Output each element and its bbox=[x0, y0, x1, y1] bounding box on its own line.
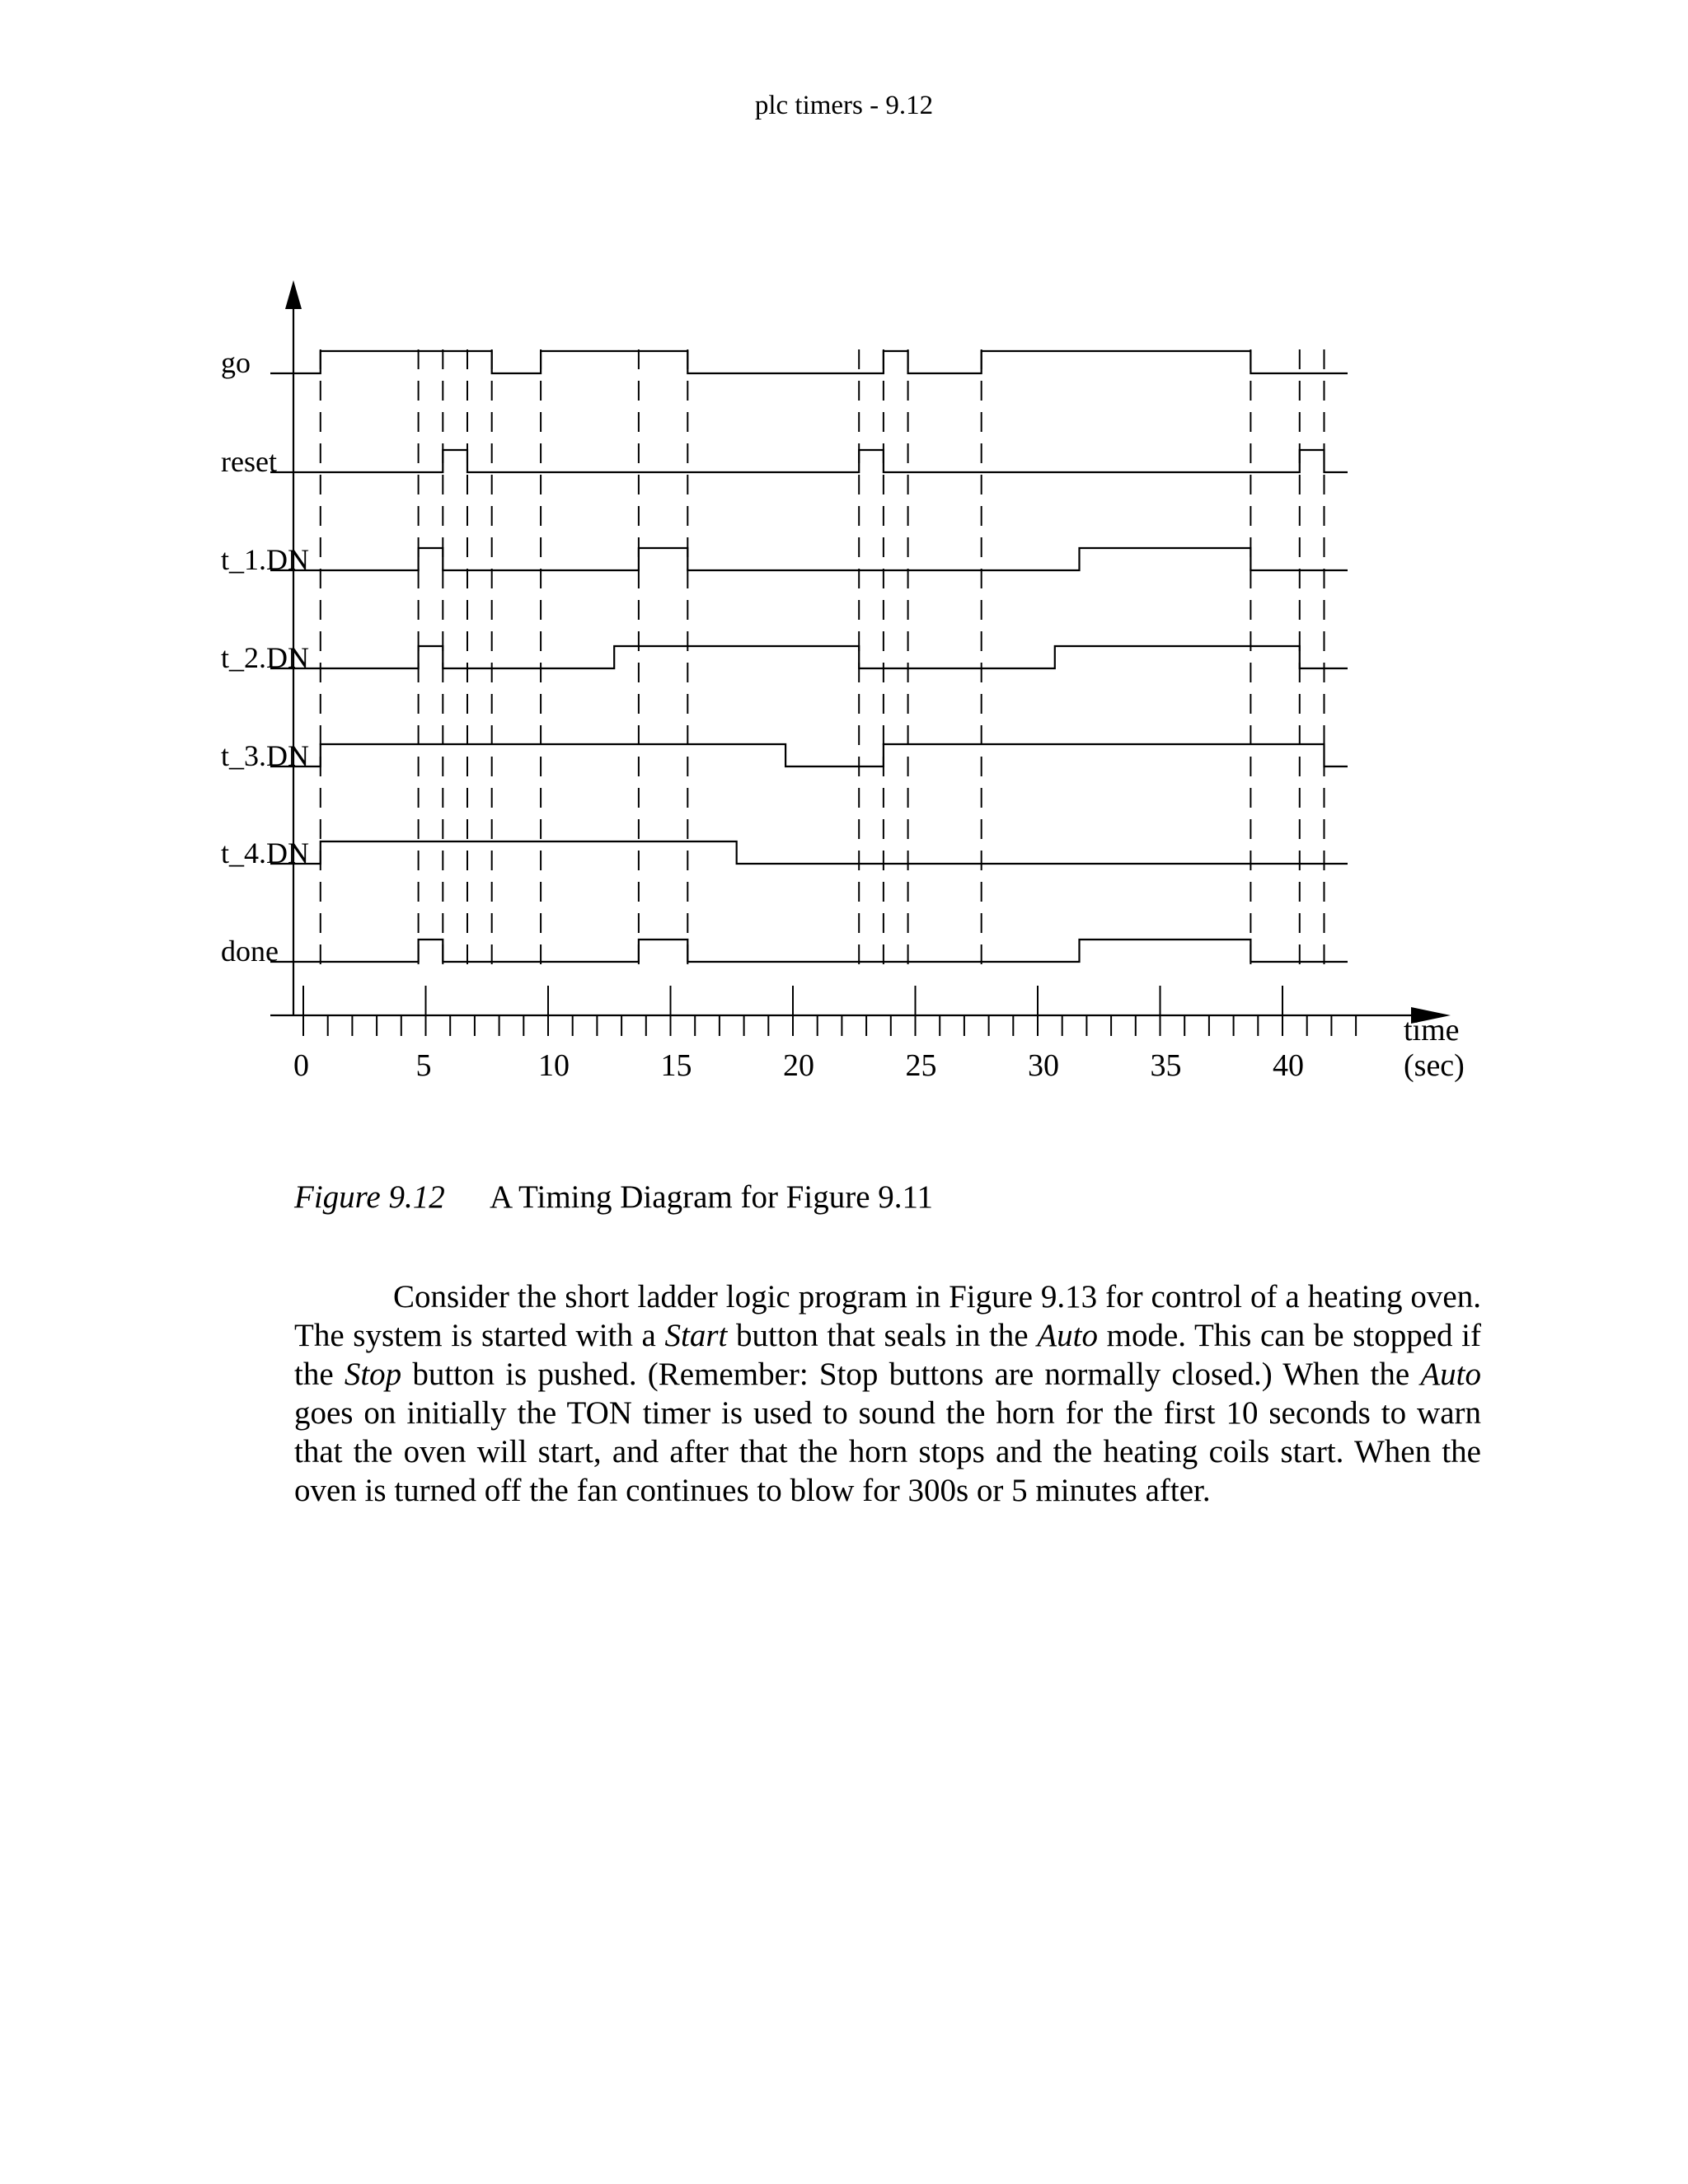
signal-label: t_4.DN bbox=[221, 837, 309, 869]
signal-label: done bbox=[221, 935, 279, 968]
signal-label: go bbox=[221, 346, 251, 379]
signal-label: t_1.DN bbox=[221, 543, 309, 576]
figure-label: Figure 9.12 bbox=[294, 1179, 445, 1215]
signal-trace bbox=[293, 940, 1348, 962]
paragraph-run: mode. This can be stopped if the bbox=[294, 1318, 1481, 1392]
paragraph-italic-term: Auto bbox=[1037, 1318, 1098, 1353]
signal-label: t_3.DN bbox=[221, 739, 309, 772]
signal-label: t_2.DN bbox=[221, 641, 309, 674]
signal-trace bbox=[293, 646, 1348, 668]
paragraph-run: button that seals in the bbox=[727, 1318, 1038, 1353]
y-axis-arrowhead bbox=[285, 280, 302, 309]
signal-trace bbox=[293, 351, 1348, 373]
paragraph-italic-term: Start bbox=[664, 1318, 728, 1353]
x-tick-label: 0 bbox=[293, 1048, 309, 1083]
x-tick-label: 20 bbox=[783, 1048, 814, 1083]
body-paragraph bbox=[294, 1277, 1481, 1510]
x-tick-label: 40 bbox=[1273, 1048, 1304, 1083]
signal-label: reset bbox=[221, 445, 277, 478]
paragraph-text bbox=[294, 1277, 1481, 1510]
page-header: plc timers - 9.12 bbox=[754, 91, 934, 120]
figure-caption bbox=[294, 1179, 933, 1216]
paragraph-run: Consider the short ladder logic program in Figure 9.13 for control of a heating oven. The system is started with a bbox=[294, 1279, 1481, 1353]
x-tick-label: 30 bbox=[1028, 1048, 1059, 1083]
x-tick-label: 10 bbox=[538, 1048, 570, 1083]
x-tick-label: 5 bbox=[415, 1048, 432, 1083]
x-axis-label: time bbox=[1404, 1013, 1460, 1047]
x-axis-unit: (sec) bbox=[1404, 1048, 1465, 1083]
x-tick-label: 35 bbox=[1150, 1048, 1182, 1083]
paragraph-italic-term: Auto bbox=[1420, 1357, 1481, 1392]
paragraph-run: goes on initially the TON timer is used to sound the horn for the first 10 seconds to warn that the oven will start, and after that the horn stops and the heating coils start. When the oven is turned off the fan continues to blow for 300s or 5 minutes after. bbox=[294, 1395, 1481, 1508]
x-tick-label: 15 bbox=[660, 1048, 692, 1083]
signal-trace bbox=[293, 841, 1348, 864]
signal-trace bbox=[293, 548, 1348, 570]
signal-trace bbox=[293, 744, 1348, 766]
figure-title: A Timing Diagram for Figure 9.11 bbox=[490, 1179, 934, 1215]
signal-trace bbox=[293, 450, 1348, 472]
paragraph-italic-term: Stop bbox=[344, 1357, 402, 1392]
paragraph-run: button is pushed. (Remember: Stop buttons are normally closed.) When the bbox=[401, 1357, 1421, 1392]
x-tick-label: 25 bbox=[905, 1048, 937, 1083]
